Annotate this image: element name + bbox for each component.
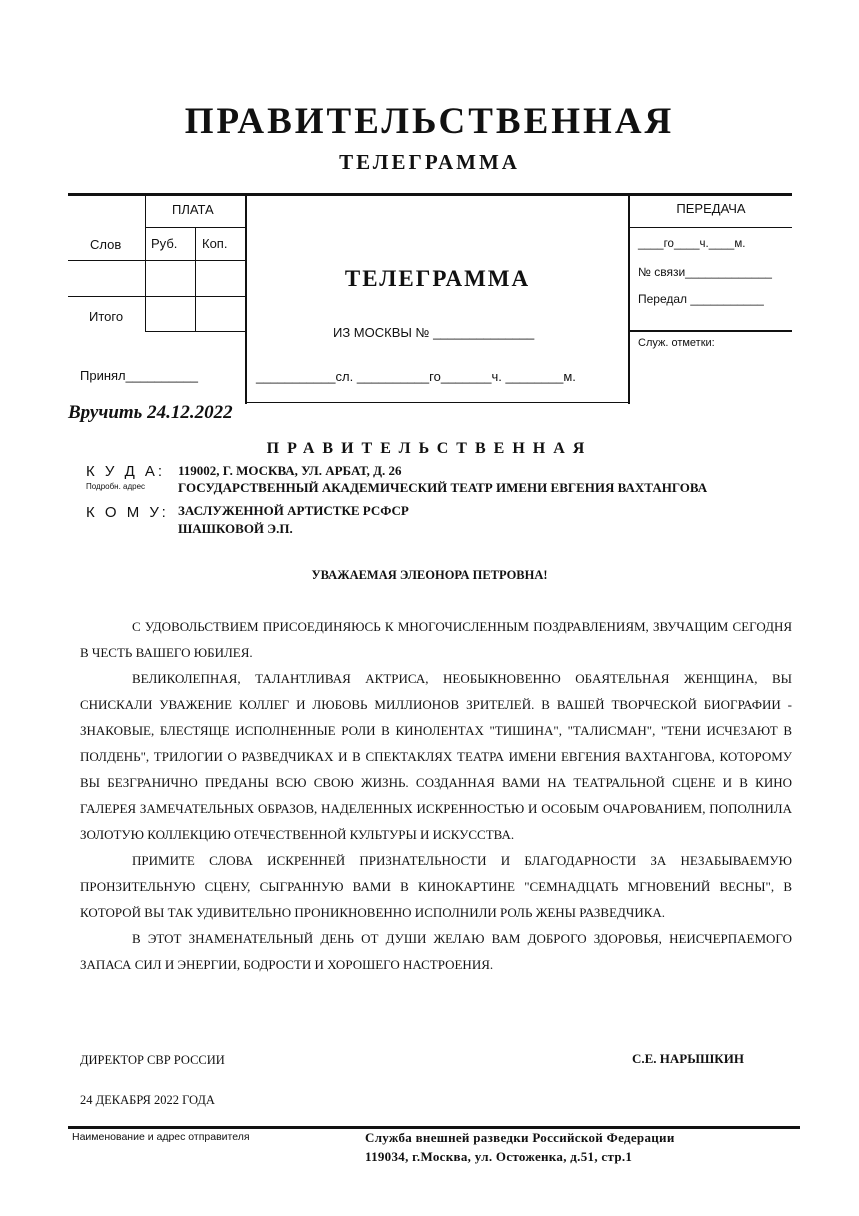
form-divider-left — [245, 195, 247, 404]
service-marks-label: Служ. отметки: — [638, 337, 715, 349]
total-label: Итого — [89, 309, 124, 324]
received-label: Принял__________ — [80, 368, 198, 383]
from-moscow-label: ИЗ МОСКВЫ № ______________ — [333, 325, 535, 340]
transmit-time-line: ____го____ч.____м. — [638, 238, 746, 250]
kop-label: Коп. — [202, 236, 228, 251]
telegram-category: ПРАВИТЕЛЬСТВЕННАЯ — [266, 440, 593, 457]
whom-label: К О М У: — [86, 504, 169, 521]
form-line — [68, 260, 245, 261]
form-line — [145, 227, 245, 228]
rub-label: Руб. — [151, 236, 178, 251]
recipient-line-1: ЗАСЛУЖЕННОЙ АРТИСТКЕ РСФСР — [178, 503, 409, 518]
body-paragraph-4: В ЭТОТ ЗНАМЕНАТЕЛЬНЫЙ ДЕНЬ ОТ ДУШИ ЖЕЛАЮ ВАМ ДОБРОГО ЗДОРОВЬЯ, НЕИСЧЕРПАЕМОГО ЗАПАСА СИЛ И ЭНЕРГИИ, БОДРОСТИ И ХОРОШЕГО НАСТРОЕНИЯ. — [80, 931, 792, 972]
form-line — [145, 195, 146, 332]
form-line — [68, 296, 245, 297]
form-line — [145, 331, 245, 332]
document-subtitle: ТЕЛЕГРАММА — [339, 150, 520, 174]
deliver-date: Вручить 24.12.2022 — [68, 402, 233, 423]
transmit-header: ПЕРЕДАЧА — [676, 201, 746, 216]
document-title: ПРАВИТЕЛЬСТВЕННАЯ — [184, 101, 675, 142]
organization-line: ГОСУДАРСТВЕННЫЙ АКАДЕМИЧЕСКИЙ ТЕАТР ИМЕНИ ЕВГЕНИЯ ВАХТАНГОВА — [178, 480, 708, 495]
form-center-title: ТЕЛЕГРАММА — [344, 266, 531, 291]
form-time-line: ___________сл. __________го_______ч. ________м. — [256, 369, 576, 384]
detailed-address-label: Подробн. адрес — [86, 482, 146, 491]
sender-name: Служба внешней разведки Российской Федерации — [365, 1130, 675, 1145]
words-label: Слов — [90, 237, 122, 252]
form-line — [630, 227, 792, 228]
recipient-line-2: ШАШКОВОЙ Э.П. — [178, 521, 293, 536]
form-line — [195, 228, 196, 332]
connection-line: № связи_____________ — [638, 265, 772, 279]
to-label: К У Д А: — [86, 463, 166, 480]
body-paragraph-1: С УДОВОЛЬСТВИЕМ ПРИСОЕДИНЯЮСЬ К МНОГОЧИСЛЕННЫМ ПОЗДРАВЛЕНИЯМ, ЗВУЧАЩИМ СЕГОДНЯ В ЧЕСТЬ ВАШЕГО ЮБИЛЕЯ. — [80, 619, 792, 660]
body-paragraph-3: ПРИМИТЕ СЛОВА ИСКРЕННЕЙ ПРИЗНАТЕЛЬНОСТИ И БЛАГОДАРНОСТИ ЗА НЕЗАБЫВАЕМУЮ ПРОНЗИТЕЛЬНУЮ СЦЕНУ, СЫГРАННУЮ ВАМИ В КИНОКАРТИНЕ "СЕМНАДЦАТЬ МГНОВЕНИЙ ВЕСНЫ", В КОТОРОЙ ВЫ ТАК УДИВИТЕЛЬНО ПРОНИКНОВЕННО ИСПОЛНИЛИ РОЛЬ ЖЕНЫ РАЗВЕДЧИКА. — [80, 853, 792, 920]
payment-header: ПЛАТА — [172, 202, 214, 217]
signer-name: С.Е. НАРЫШКИН — [632, 1051, 744, 1066]
sender-label: Наименование и адрес отправителя — [72, 1131, 250, 1143]
transmitted-line: Передал ___________ — [638, 292, 764, 306]
form-top-border — [68, 193, 792, 196]
signer-position: ДИРЕКТОР СВР РОССИИ — [80, 1053, 225, 1067]
signature-date: 24 ДЕКАБРЯ 2022 ГОДА — [80, 1093, 215, 1107]
body-paragraph-2: ВЕЛИКОЛЕПНАЯ, ТАЛАНТЛИВАЯ АКТРИСА, НЕОБЫКНОВЕННО ОБАЯТЕЛЬНАЯ ЖЕНЩИНА, ВЫ СНИСКАЛИ УВАЖЕНИЕ КОЛЛЕГ И ЛЮБОВЬ МИЛЛИОНОВ ЗРИТЕЛЕЙ. В ВАШЕЙ ТВОРЧЕСКОЙ БИОГРАФИИ - ЗНАКОВЫЕ, БЛЕСТЯЩЕ ИСПОЛНЕННЫЕ РОЛИ В КИНОЛЕНТАХ "ТИШИНА", "ТАЛИСМАН", "ТЕНИ ИСЧЕЗАЮТ В ПОЛДЕНЬ", ТРИЛОГИИ О РАЗВЕДЧИКАХ И В СПЕКТАКЛЯХ ТЕАТРА ИМЕНИ ЕВГЕНИЯ ВАХТАНГОВА, КОТОРОМУ ВЫ БЕЗГРАНИЧНО ПРЕДАНЫ ВСЮ СВОЮ ЖИЗНЬ. СОЗДАННАЯ ВАМИ НА ТЕАТРАЛЬНОЙ СЦЕНЕ И В КИНО ГАЛЕРЕЯ ЗАМЕЧАТЕЛЬНЫХ ОБРАЗОВ, НАДЕЛЕННЫХ ИСКРЕННОСТЬЮ И ОСОБЫМ ОЧАРОВАНИЕМ, ПОПОЛНИЛА ЗОЛОТУЮ КОЛЛЕКЦИЮ ОТЕЧЕСТВЕННОЙ КУЛЬТУРЫ И ИСКУССТВА. — [80, 671, 792, 842]
sender-address: 119034, г.Москва, ул. Остоженка, д.51, стр.1 — [365, 1149, 633, 1164]
address-line: 119002, Г. МОСКВА, УЛ. АРБАТ, Д. 26 — [178, 463, 402, 478]
greeting: УВАЖАЕМАЯ ЭЛЕОНОРА ПЕТРОВНА! — [311, 568, 548, 582]
form-line — [630, 330, 792, 332]
sender-divider — [68, 1126, 800, 1129]
letter-body — [80, 614, 792, 978]
form-line — [245, 402, 630, 403]
